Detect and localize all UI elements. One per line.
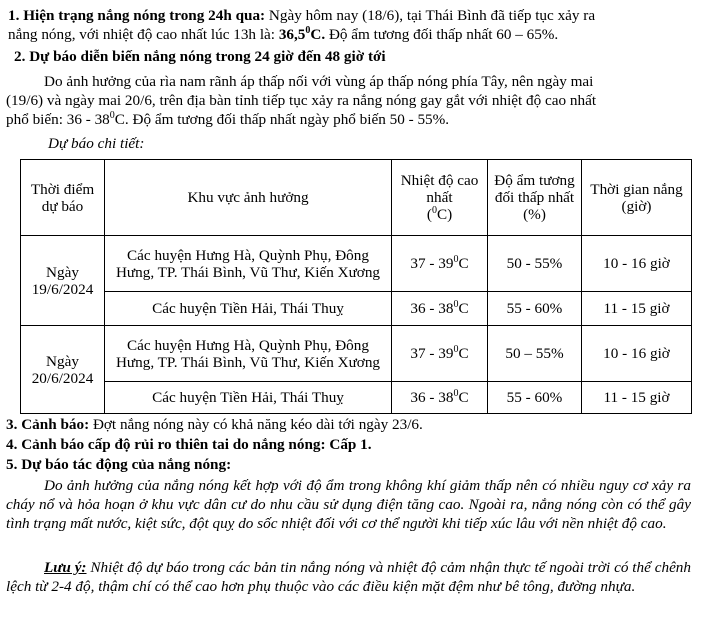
area-cell: Các huyện Hưng Hà, Quỳnh Phụ, Đông Hưng, TP. Thái Bình, Vũ Thư, Kiến Xương bbox=[105, 326, 392, 382]
table-row bbox=[21, 236, 692, 292]
max-temp-value: 36,5 bbox=[278, 26, 306, 43]
hours-cell: 11 - 15 giờ bbox=[582, 382, 692, 414]
table-header-row bbox=[21, 160, 692, 236]
area-cell: Các huyện Tiền Hải, Thái Thuỵ bbox=[105, 292, 392, 326]
table-row bbox=[21, 382, 692, 414]
degree-sup: 0 bbox=[453, 343, 459, 355]
max-temp-unit: C. bbox=[310, 26, 326, 43]
section-3-heading: 3. Cảnh báo: bbox=[6, 416, 90, 433]
section-3-line bbox=[6, 415, 423, 434]
header-temp bbox=[392, 160, 488, 236]
forecast-table bbox=[20, 159, 692, 414]
header-time: Thời điểm dự báo bbox=[21, 160, 105, 236]
section-3-text: Đợt nắng nóng này có khả năng kéo dài tới ngày 23/6. bbox=[89, 416, 423, 433]
humidity-cell: 55 - 60% bbox=[488, 382, 582, 414]
impact-text: Do ảnh hưởng của nắng nóng kết hợp với độ ẩm trong không khí giảm thấp nên có nhiều nguy cơ xảy ra cháy nổ và hỏa hoạn ở khu vực dân cư do nhu cầu sử dụng điện tăng cao. Ngoài ra, nắng nóng còn có thể gây tình trạng mất nước, kiệt sức, đột quỵ do sốc nhiệt đối với cơ thể người khi tiếp xúc lâu với nền nhiệt độ cao. bbox=[6, 477, 691, 532]
note-label: Lưu ý: bbox=[44, 559, 87, 576]
header-temp-open: ( bbox=[426, 206, 432, 223]
note-text: Nhiệt độ dự báo trong các bản tin nắng nóng và nhiệt độ cảm nhận thực tế ngoài trời có thể chênh lệch từ 2-4 độ, thậm chí có thể cao hơn phụ thuộc vào các điều kiện mặt đệm như bê tông, đường nhựa. bbox=[6, 559, 691, 595]
impact-paragraph bbox=[6, 476, 691, 533]
temp-value: 36 - 38 bbox=[410, 300, 454, 317]
degree-sup: 0 bbox=[109, 109, 115, 121]
area-cell: Các huyện Hưng Hà, Quỳnh Phụ, Đông Hưng, TP. Thái Bình, Vũ Thư, Kiến Xương bbox=[105, 236, 392, 292]
area-cell: Các huyện Tiền Hải, Thái Thuỵ bbox=[105, 382, 392, 414]
header-duration: Thời gian nắng (giờ) bbox=[582, 160, 692, 236]
temp-unit: C bbox=[458, 345, 469, 362]
humidity-cell: 50 – 55% bbox=[488, 326, 582, 382]
day-cell: Ngày 19/6/2024 bbox=[21, 236, 105, 326]
section-5-heading: 5. Dự báo tác động của nắng nóng: bbox=[6, 456, 232, 473]
degree-sup: 0 bbox=[453, 298, 459, 310]
day-cell: Ngày 20/6/2024 bbox=[21, 326, 105, 414]
degree-sup: 0 bbox=[431, 204, 437, 216]
degree-sup: 0 bbox=[453, 253, 459, 265]
note-paragraph bbox=[6, 558, 691, 596]
temp-cell bbox=[392, 326, 488, 382]
hours-cell: 10 - 16 giờ bbox=[582, 236, 692, 292]
temp-unit: C bbox=[458, 389, 469, 406]
section-1-line-2 bbox=[8, 25, 558, 44]
temp-cell bbox=[392, 236, 488, 292]
section-2-heading: 2. Dự báo diễn biến nắng nóng trong 24 giờ đến 48 giờ tới bbox=[14, 48, 386, 65]
section-1-text-a: Ngày hôm nay (18/6), tại Thái Bình đã tiếp tục xảy ra bbox=[265, 7, 596, 24]
temp-value: 36 - 38 bbox=[410, 389, 454, 406]
temp-unit: C bbox=[458, 255, 469, 272]
humidity-cell: 50 - 55% bbox=[488, 236, 582, 292]
section-2-para-3b: C. Độ ẩm tương đối thấp nhất ngày phổ biến 50 - 55%. bbox=[114, 111, 450, 128]
header-temp-unit: C) bbox=[436, 206, 453, 223]
temp-cell bbox=[392, 292, 488, 326]
header-temp-text: Nhiệt độ cao nhất bbox=[400, 172, 479, 206]
header-area: Khu vực ảnh hưởng bbox=[105, 160, 392, 236]
temp-value: 37 - 39 bbox=[410, 255, 454, 272]
hours-cell: 11 - 15 giờ bbox=[582, 292, 692, 326]
degree-sup: 0 bbox=[305, 24, 311, 36]
table-row bbox=[21, 292, 692, 326]
table-row bbox=[21, 326, 692, 382]
detail-forecast-label: Dự báo chi tiết: bbox=[48, 135, 145, 152]
temp-unit: C bbox=[458, 300, 469, 317]
degree-sup: 0 bbox=[453, 387, 459, 399]
section-2-para-line-1: Do ảnh hưởng của rìa nam rãnh áp thấp nối với vùng áp thấp nóng phía Tây, nên ngày mai bbox=[44, 73, 594, 90]
section-2-para-line-2: (19/6) và ngày mai 20/6, trên địa bàn tỉnh tiếp tục xảy ra nắng nóng gay gắt với nhiệt độ cao nhất bbox=[6, 92, 597, 109]
section-2-para-3a: phổ biến: 36 - 38 bbox=[6, 111, 110, 128]
hours-cell: 10 - 16 giờ bbox=[582, 326, 692, 382]
temp-cell bbox=[392, 382, 488, 414]
section-2-para-line-3 bbox=[6, 110, 449, 129]
section-1-line-1 bbox=[8, 6, 595, 25]
section-4-heading: 4. Cảnh báo cấp độ rủi ro thiên tai do nắng nóng: Cấp 1. bbox=[6, 436, 372, 453]
section-1-heading: 1. Hiện trạng nắng nóng trong 24h qua: bbox=[8, 7, 266, 24]
section-1-text-b: nắng nóng, với nhiệt độ cao nhất lúc 13h là: bbox=[8, 26, 279, 43]
section-1-text-c: Độ ẩm tương đối thấp nhất 60 – 65%. bbox=[325, 26, 559, 43]
header-humidity: Độ ẩm tương đối thấp nhất (%) bbox=[488, 160, 582, 236]
temp-value: 37 - 39 bbox=[410, 345, 454, 362]
humidity-cell: 55 - 60% bbox=[488, 292, 582, 326]
